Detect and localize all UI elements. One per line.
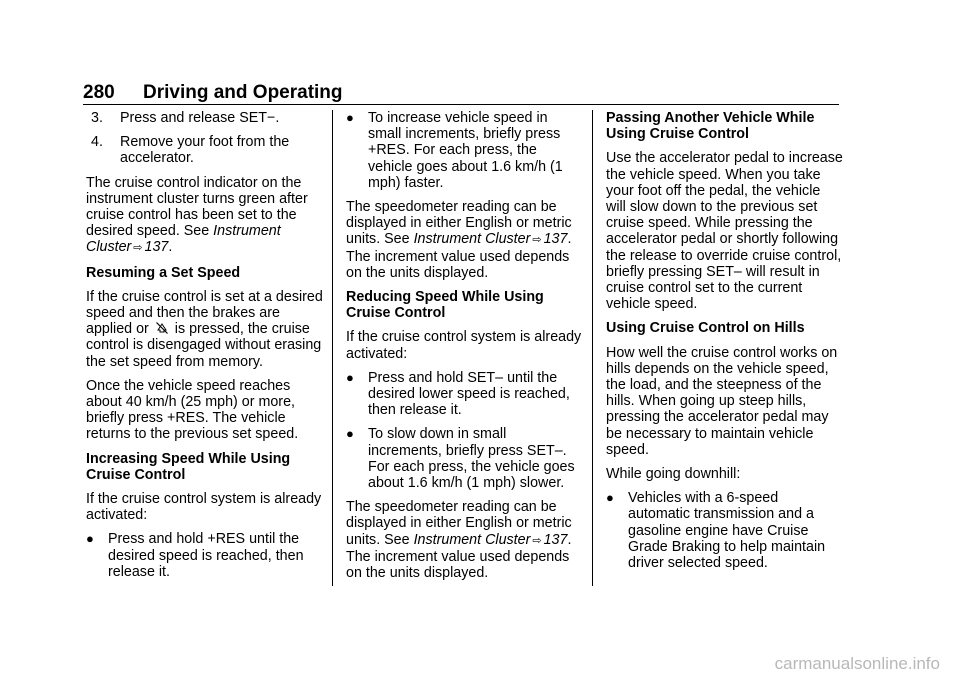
- bullet-icon: ●: [86, 531, 94, 547]
- bullet-icon: ●: [346, 426, 354, 442]
- step-text: Press and release SET−.: [120, 110, 280, 126]
- activated-paragraph: If the cruise control system is already activated:: [86, 491, 322, 524]
- list-item: [86, 531, 324, 580]
- page-number: 280: [83, 82, 115, 103]
- heading-reducing: Reducing Speed While Using Cruise Control: [346, 289, 544, 322]
- bullet-text: Press and hold +RES until the desired speed is reached, then release it.: [108, 531, 304, 580]
- heading-increasing: Increasing Speed While Using Cruise Control: [86, 450, 291, 483]
- page-ref-arrow-icon: ⇨: [133, 242, 143, 255]
- step-text: Remove your foot from the accelerator.: [120, 134, 290, 167]
- paragraph-text: If the cruise control is set at a desired speed and then the brakes are applied or: [86, 288, 323, 338]
- paragraph-text: The speedometer reading can be displayed in either English or metric units. See: [346, 499, 572, 548]
- watermark: carmanualsonline.info: [774, 654, 940, 673]
- resuming-paragraph: [86, 289, 324, 370]
- step-number: 4.: [91, 134, 103, 151]
- step-4: [86, 134, 324, 166]
- bullet-text: Press and hold SET– until the desired lower speed is reached, then release it.: [368, 369, 570, 419]
- page-ref-arrow-icon: ⇨: [532, 534, 542, 547]
- page-ref-arrow-icon: ⇨: [532, 234, 542, 247]
- column-divider-2: [592, 110, 593, 586]
- paragraph-text: is pressed, the cruise control is disengaged without erasing the set speed from memory.: [86, 321, 322, 370]
- cruise-cancel-icon: [155, 321, 169, 335]
- speedometer-paragraph: [346, 199, 584, 281]
- instrument-cluster-link[interactable]: Instrument Cluster: [86, 223, 281, 256]
- hills-paragraph: How well the cruise control works on hills depends on the vehicle speed, the load, and the steepness of the hills. When going up steep hills, pressing the accelerator pedal may be necessary to maintain vehicle speed.: [606, 344, 838, 458]
- passing-paragraph: Use the accelerator pedal to increase the vehicle speed. When you take your foot off the pedal, the vehicle will slow down to the previous set cruise speed. While pressing the accelerator pedal or shortly following the release to override cruise control, briefly pressing SET– will result in cruise control set to the current vehicle speed.: [606, 150, 843, 313]
- list-item: [606, 490, 844, 571]
- speedometer-paragraph-2: [346, 499, 584, 581]
- instrument-cluster-link[interactable]: Instrument Cluster: [413, 231, 531, 248]
- bullet-text: Vehicles with a 6-speed automatic transmission and a gasoline engine have Cruise Grade Braking to help maintain driver selected speed.: [628, 490, 826, 572]
- activated-paragraph: If the cruise control system is already activated:: [346, 329, 582, 362]
- page-ref[interactable]: 137: [144, 239, 169, 256]
- bullet-icon: ●: [346, 110, 354, 125]
- instrument-cluster-link[interactable]: Instrument Cluster: [413, 531, 531, 548]
- step-3: [86, 110, 324, 126]
- step-number: 3.: [91, 110, 103, 126]
- heading-passing: Passing Another Vehicle While Using Cruise Control: [606, 110, 815, 143]
- paragraph-end: .: [168, 239, 173, 256]
- heading-hills: Using Cruise Control on Hills: [606, 320, 805, 337]
- section-title: Driving and Operating: [143, 82, 343, 103]
- header-rule: [83, 104, 839, 105]
- page-header: [83, 82, 343, 104]
- downhill-paragraph: While going downhill:: [606, 466, 741, 483]
- page-ref[interactable]: 137: [543, 531, 568, 548]
- indicator-paragraph: [86, 175, 324, 257]
- column-3: [606, 110, 844, 579]
- bullet-text: To increase vehicle speed in small increments, briefly press +RES. For each press, the vehicle goes about 1.6 km/h (1 mph) faster.: [368, 110, 563, 191]
- bullet-icon: ●: [606, 490, 614, 506]
- paragraph-text: The speedometer reading can be displayed in either English or metric units. See: [346, 199, 572, 248]
- paragraph-text: The cruise control indicator on the instrument cluster turns green after cruise control has been set to the desired speed. See: [86, 174, 308, 240]
- paragraph-end: . The increment value used depends on the units displayed.: [346, 231, 572, 281]
- column-divider-1: [332, 110, 333, 586]
- page-ref[interactable]: 137: [543, 231, 568, 248]
- column-1: [86, 110, 324, 588]
- bullet-icon: ●: [346, 369, 354, 385]
- column-2: [346, 110, 584, 589]
- list-item: [346, 110, 584, 191]
- list-item: [346, 426, 584, 491]
- bullet-text: To slow down in small increments, briefly press SET–. For each press, the vehicle goes about 1.6 km/h (1 mph) slower.: [368, 426, 575, 492]
- list-item: [346, 370, 584, 419]
- heading-resuming: Resuming a Set Speed: [86, 264, 241, 281]
- paragraph-end: . The increment value used depends on the units displayed.: [346, 531, 572, 582]
- speed-reach-paragraph: Once the vehicle speed reaches about 40 km/h (25 mph) or more, briefly press +RES. The vehicle returns to the previous set speed.: [86, 377, 299, 443]
